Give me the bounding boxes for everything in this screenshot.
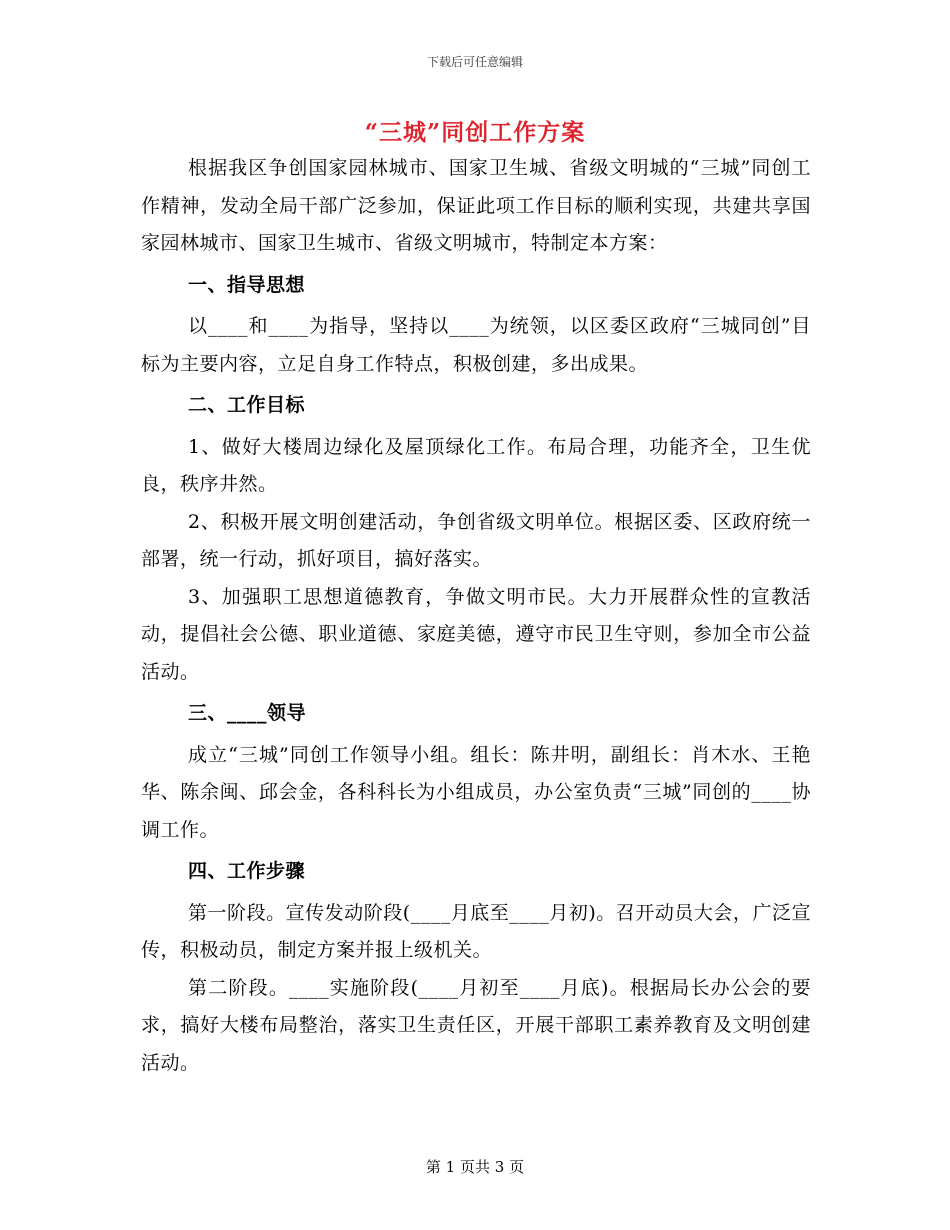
guiding-ideology-paragraph: 以____和____为指导，坚持以____为统领，以区委区政府“三城同创”目标为主要内容，立足自身工作特点，积极创建，多出成果。 xyxy=(141,315,811,375)
leadership-paragraph: 成立“三城”同创工作领导小组。组长：陈井明，副组长：肖木水、王艳华、陈余闽、邱会金，各科科长为小组成员，办公室负责“三城”同创的____协调工作。 xyxy=(141,743,811,841)
work-goal-item: 2、积极开展文明创建活动，争创省级文明单位。根据区委、区政府统一部署，统一行动，抓好项目，搞好落实。 xyxy=(141,510,811,570)
page-header: 下载后可任意编辑 xyxy=(426,55,523,69)
document-title: “三城”同创工作方案 xyxy=(364,119,586,146)
work-goal-item: 1、做好大楼周边绿化及屋顶绿化工作。布局合理，功能齐全，卫生优良，秩序井然。 xyxy=(141,435,811,495)
work-step-item: 第一阶段。宣传发动阶段(____月底至____月初)。召开动员大会，广泛宣传，积极动员，制定方案并报上级机关。 xyxy=(141,901,811,961)
section-heading-guiding-ideology: 一、指导思想 xyxy=(188,273,306,296)
intro-paragraph: 根据我区争创国家园林城市、国家卫生城、省级文明城的“三城”同创工作精神，发动全局干部广泛参加，保证此项工作目标的顺利实现，共建共享国家园林城市、国家卫生城市、省级文明城市，特制定本方案： xyxy=(141,157,811,254)
section-heading-leadership: 三、____领导 xyxy=(188,702,307,724)
section-heading-work-steps: 四、工作步骤 xyxy=(188,860,306,882)
section-heading-work-goals: 二、工作目标 xyxy=(188,394,306,416)
document-body xyxy=(141,150,811,1082)
work-goal-item: 3、加强职工思想道德教育，争做文明市民。大力开展群众性的宣教活动，提倡社会公德、职业道德、家庭美德，遵守市民卫生守则，参加全市公益活动。 xyxy=(141,585,811,683)
work-step-item: 第二阶段。____实施阶段(____月初至____月底)。根据局长办公会的要求，搞好大楼布局整治，落实卫生责任区，开展干部职工素养教育及文明创建活动。 xyxy=(141,976,811,1074)
page-footer: 第 1 页共 3 页 xyxy=(425,1158,525,1176)
